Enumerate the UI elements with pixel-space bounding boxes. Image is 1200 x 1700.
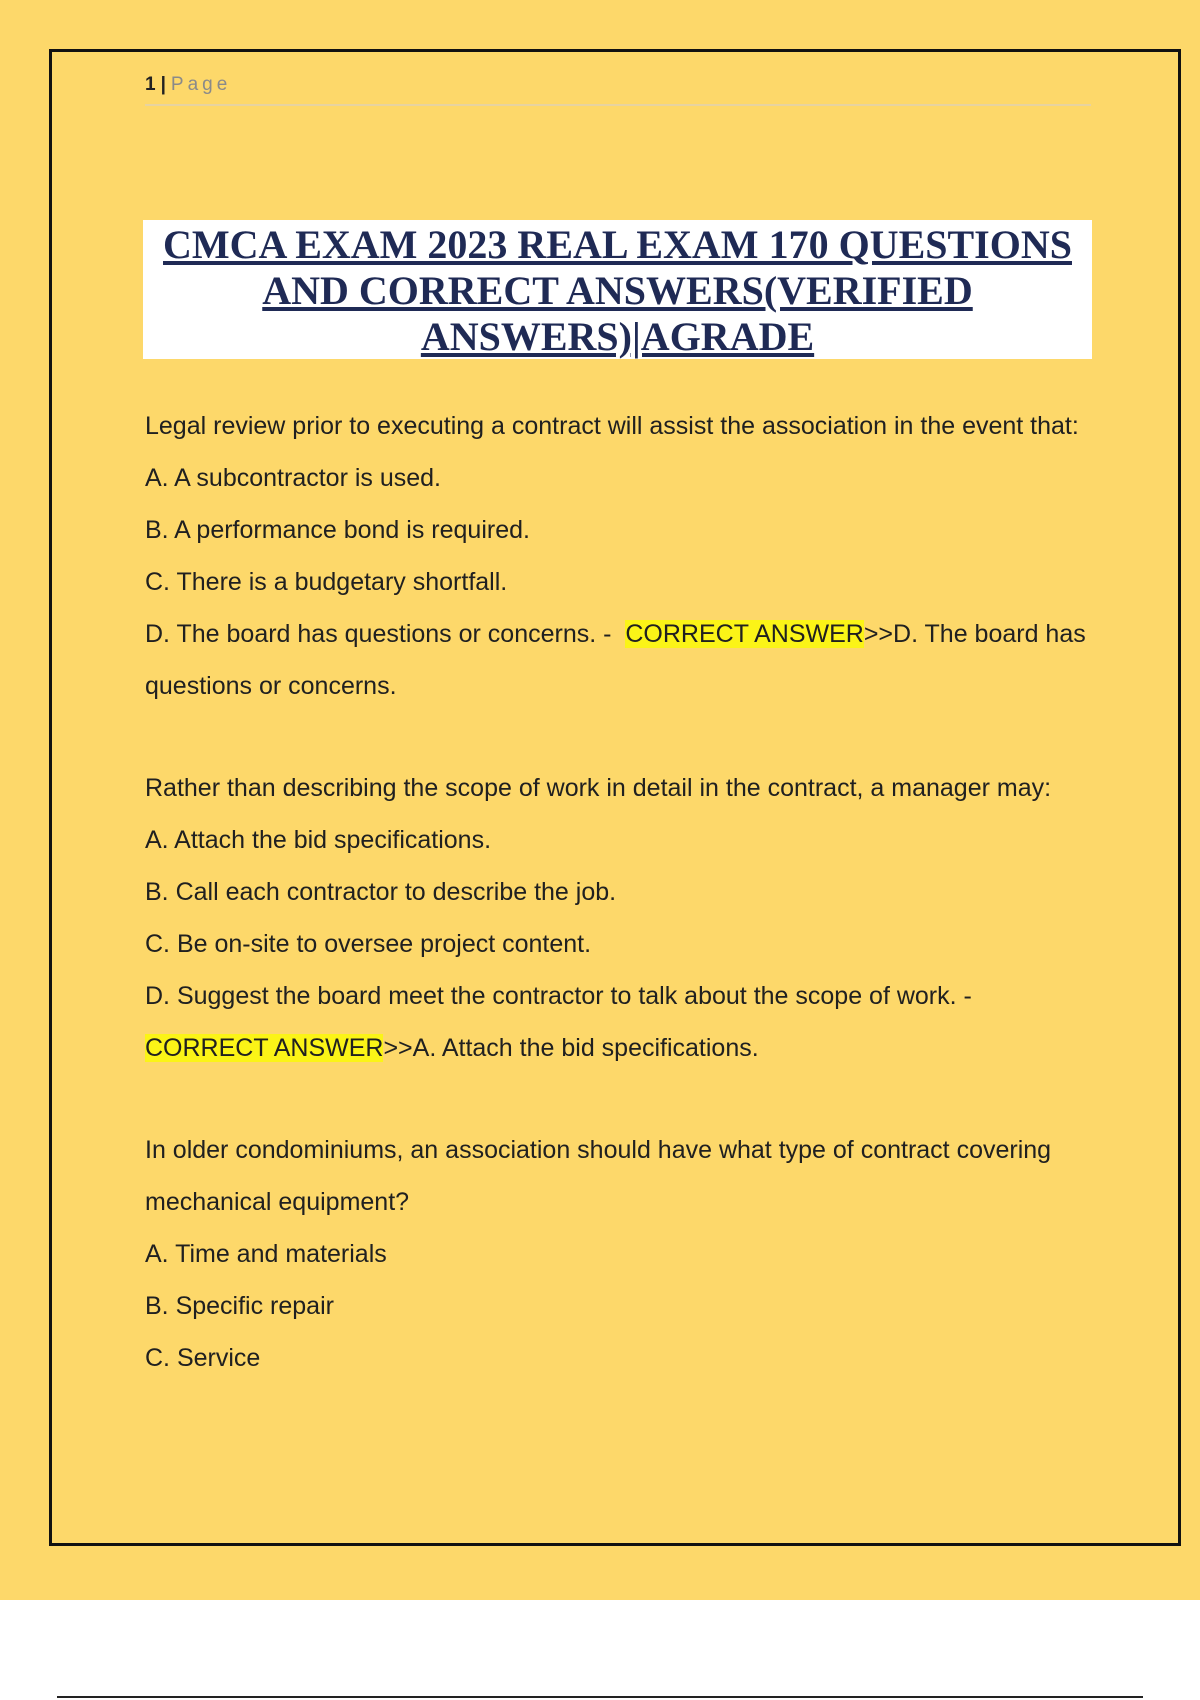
answer-option-with-answer xyxy=(145,970,1095,1074)
answer-option: B. A performance bond is required. xyxy=(145,516,530,544)
page-word: Page xyxy=(170,74,232,95)
answer-option: B. Call each contractor to describe the job. xyxy=(145,878,617,906)
question-stem: Legal review prior to executing a contract will assist the association in the event that: xyxy=(145,412,1079,440)
correct-answer-text: >>A. Attach the bid specifications. xyxy=(383,1034,759,1062)
title-box xyxy=(143,220,1092,359)
answer-option-with-answer xyxy=(145,608,1095,712)
correct-answer-label: CORRECT ANSWER xyxy=(145,1034,384,1062)
next-page-rule xyxy=(57,1696,1143,1698)
answer-option: C. Be on-site to oversee project content. xyxy=(145,930,592,958)
correct-answer-text: >>D. The board has questions or concerns. xyxy=(145,620,1086,700)
question-stem: In older condominiums, an association should have what type of contract covering mechanical equipment? xyxy=(145,1136,1052,1216)
answer-option: A. Time and materials xyxy=(145,1240,387,1268)
page-number: 1 xyxy=(145,74,157,95)
answer-option: A. Attach the bid specifications. xyxy=(145,826,492,854)
answer-option: A. A subcontractor is used. xyxy=(145,464,441,492)
question-list xyxy=(145,400,1095,1434)
page-header xyxy=(145,74,1091,106)
question-block xyxy=(145,1124,1095,1384)
answer-option: B. Specific repair xyxy=(145,1292,334,1320)
answer-option: D. Suggest the board meet the contractor to talk about the scope of work. - xyxy=(145,982,972,1010)
correct-answer-label: CORRECT ANSWER xyxy=(625,620,864,648)
question-block xyxy=(145,400,1095,712)
answer-option: C. Service xyxy=(145,1344,261,1372)
answer-option: D. The board has questions or concerns. - xyxy=(145,620,612,648)
document-title: CMCA EXAM 2023 REAL EXAM 170 QUESTIONS AND CORRECT ANSWERS(VERIFIED ANSWERS)|AGRADE xyxy=(163,222,1072,359)
page-separator: | xyxy=(160,74,167,95)
question-block xyxy=(145,762,1095,1074)
question-stem: Rather than describing the scope of work in detail in the contract, a manager may: xyxy=(145,774,1052,802)
answer-option: C. There is a budgetary shortfall. xyxy=(145,568,508,596)
